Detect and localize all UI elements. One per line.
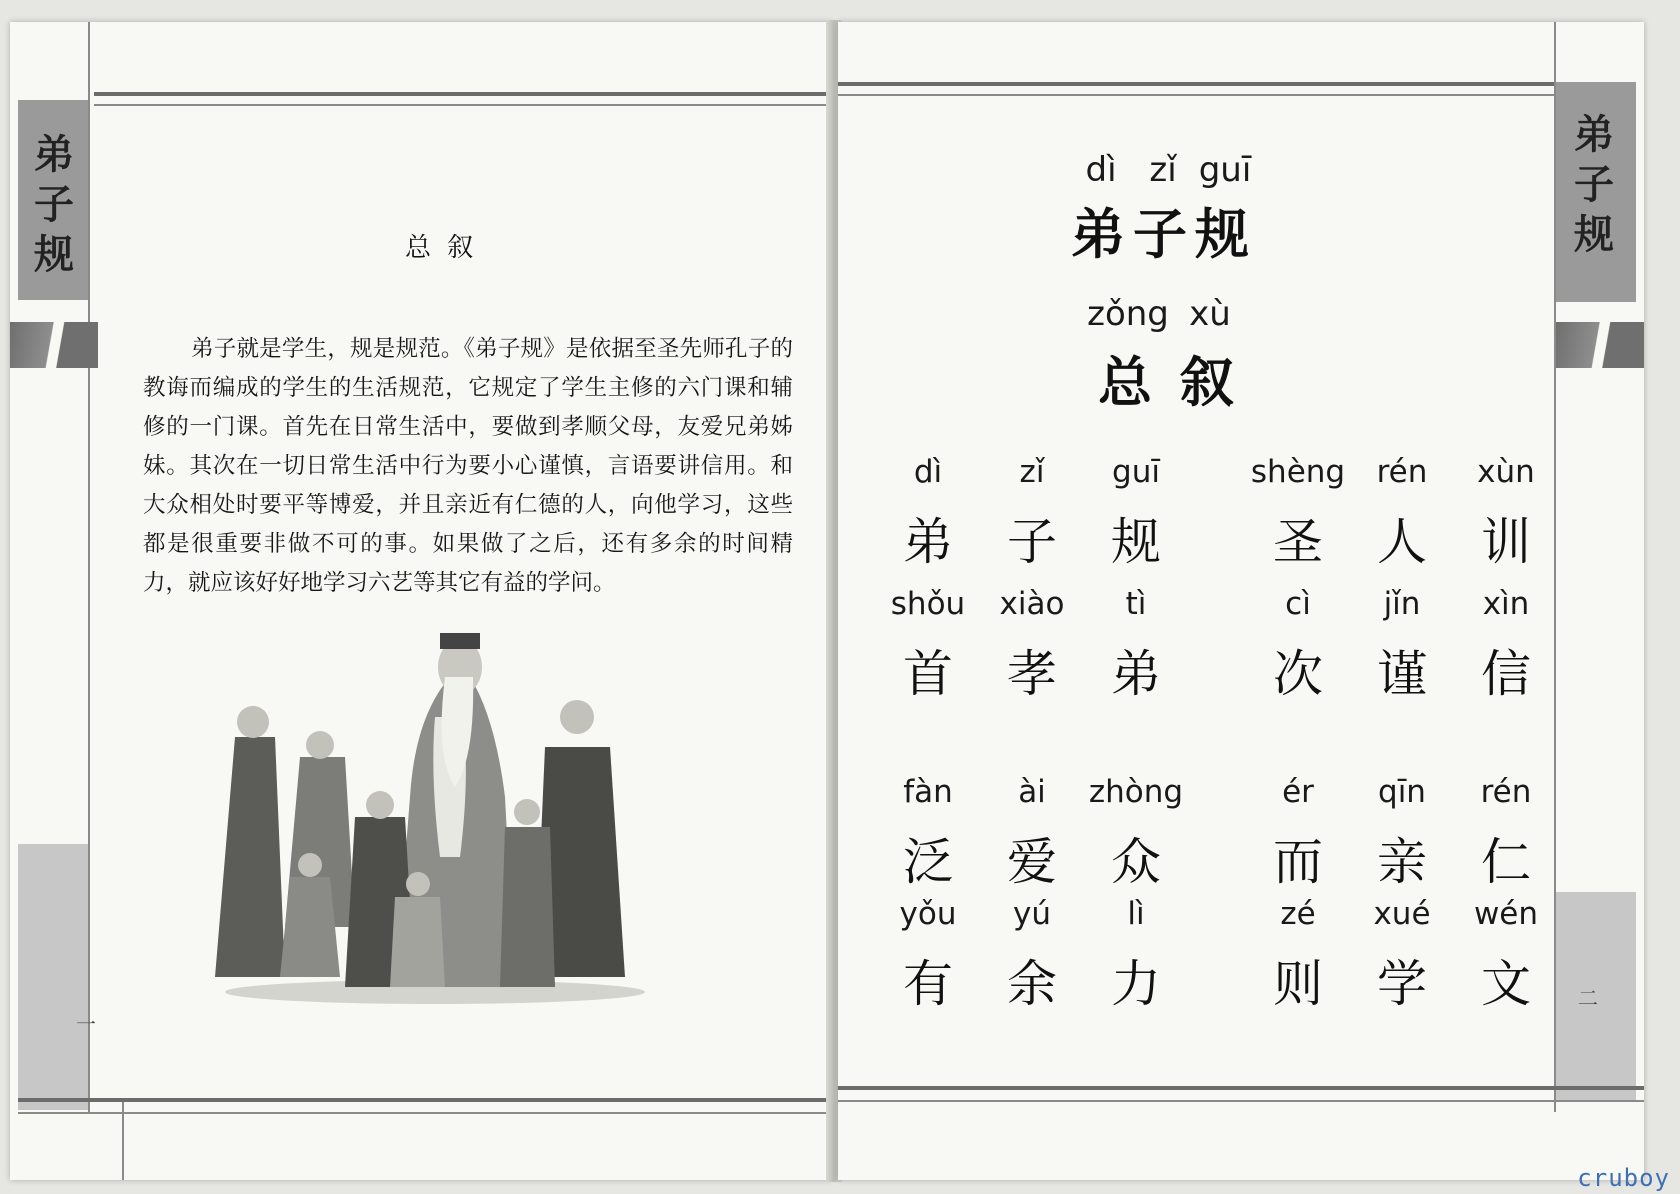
verse-char: 信	[1481, 645, 1531, 703]
verse-char: 文	[1481, 955, 1531, 1013]
bottom-rule-thin	[18, 1112, 832, 1114]
verse-pinyin: shèng	[1250, 454, 1346, 490]
verse-pinyin: xiào	[999, 586, 1065, 622]
verse-char: 谨	[1377, 645, 1427, 703]
top-rule	[838, 82, 1556, 86]
top-rule-thin	[838, 94, 1556, 96]
top-rule	[94, 92, 832, 96]
verse-pinyin: zǐ	[1019, 454, 1045, 490]
verse-pinyin: jǐn	[1383, 586, 1421, 622]
verse-pinyin: yǒu	[899, 896, 957, 932]
page-number: 一	[76, 1012, 96, 1036]
verse-char: 则	[1273, 955, 1323, 1013]
verse-char: 训	[1481, 513, 1531, 571]
intro-paragraph: 弟子就是学生，规是规范。《弟子规》是依据至圣先师孔子的教诲而编成的学生的生活规范，它规定了学生主修的六门课和辅修的一门课。首先在日常生活中，要做到孝顺父母，友爱兄弟姊妹。其次在一切日常生活中行为要小心谨慎，言语要讲信用。和大众相处时要平等博爱，并且亲近有仁德的人，向他学习，这些都是很重要非做不可的事。如果做了之后，还有多余的时间精力，就应该好好地学习六艺等其它有益的学问。	[143, 336, 793, 596]
title-char-3: 规	[1195, 203, 1255, 266]
bottom-rule	[838, 1086, 1644, 1090]
section-heading: 总 叙	[405, 233, 478, 263]
verse-pinyin: zhòng	[1088, 774, 1184, 810]
side-title-char: 子	[1574, 161, 1614, 208]
side-title-char: 子	[34, 181, 74, 228]
verse-pinyin: xìn	[1482, 586, 1530, 622]
side-title-char: 弟	[1574, 111, 1614, 158]
verse-pinyin: lì	[1127, 896, 1145, 932]
bottom-rule	[18, 1098, 832, 1102]
verse-pinyin: cì	[1285, 586, 1311, 622]
verse-char: 余	[1007, 955, 1057, 1013]
verse-char: 首	[903, 645, 953, 703]
decorative-stripe	[1556, 322, 1644, 368]
title-pinyin-2: zǐ	[1149, 150, 1177, 190]
verse-pinyin: qīn	[1378, 774, 1426, 810]
side-title	[1564, 110, 1624, 260]
verse-pinyin: ér	[1282, 774, 1314, 810]
verse-pinyin: rén	[1376, 454, 1428, 490]
subtitle-pinyin-1: zǒng	[1087, 294, 1169, 334]
side-title	[24, 130, 84, 280]
verse-pinyin: fàn	[903, 774, 953, 810]
watermark: cruboy	[1577, 1164, 1670, 1192]
verse-char: 泛	[903, 833, 953, 891]
side-title-char: 弟	[34, 131, 74, 178]
left-inner-border	[88, 22, 90, 1112]
verse-char: 次	[1273, 645, 1323, 703]
verse-pinyin: tì	[1125, 586, 1147, 622]
verse-char: 规	[1111, 513, 1161, 571]
decorative-stripe	[10, 322, 98, 368]
side-title-char: 规	[34, 231, 74, 278]
subtitle-char-2: 叙	[1180, 351, 1240, 414]
verse-char: 人	[1377, 513, 1427, 571]
verse-pinyin: dì	[913, 454, 943, 490]
verse-pinyin: guī	[1112, 454, 1160, 490]
verse-char: 弟	[1111, 645, 1161, 703]
page-number: 二	[1578, 986, 1598, 1010]
verse-char: 众	[1111, 833, 1161, 891]
title-pinyin-3: guī	[1198, 150, 1252, 190]
verse-pinyin: zé	[1280, 896, 1316, 932]
title-char-1: 弟	[1071, 203, 1131, 266]
verse-char: 弟	[903, 513, 953, 571]
title-char-2: 子	[1133, 203, 1193, 266]
subtitle-pinyin-2: xù	[1189, 294, 1231, 334]
verse-char: 圣	[1273, 513, 1323, 571]
verse-pinyin: xué	[1373, 896, 1431, 932]
verse-pinyin: yú	[1013, 896, 1051, 932]
verse-char: 爱	[1007, 833, 1057, 891]
verse-char: 亲	[1377, 833, 1427, 891]
bottom-rule-thin	[838, 1100, 1644, 1102]
verse-pinyin: rén	[1480, 774, 1532, 810]
right-page	[838, 22, 1644, 1180]
side-title-char: 规	[1574, 211, 1614, 258]
verse-char: 而	[1273, 833, 1323, 891]
verse-char: 仁	[1481, 833, 1531, 891]
bottom-tab	[18, 844, 88, 1110]
left-bottom-border	[122, 1102, 124, 1180]
verse-pinyin: ài	[1018, 774, 1046, 810]
verse-pinyin: xùn	[1477, 454, 1535, 490]
top-rule-thin	[94, 104, 832, 106]
verse-char: 有	[903, 955, 953, 1013]
verse-pinyin: wén	[1473, 896, 1539, 932]
verse-pinyin: shǒu	[890, 586, 966, 622]
title-pinyin-1: dì	[1085, 150, 1117, 190]
verse-char: 学	[1377, 955, 1427, 1013]
verse-char: 力	[1111, 955, 1161, 1013]
subtitle-char-1: 总	[1098, 351, 1158, 414]
verse-char: 孝	[1007, 645, 1057, 703]
left-page	[10, 22, 832, 1180]
verse-char: 子	[1007, 513, 1057, 571]
confucius-illustration	[215, 597, 655, 1007]
